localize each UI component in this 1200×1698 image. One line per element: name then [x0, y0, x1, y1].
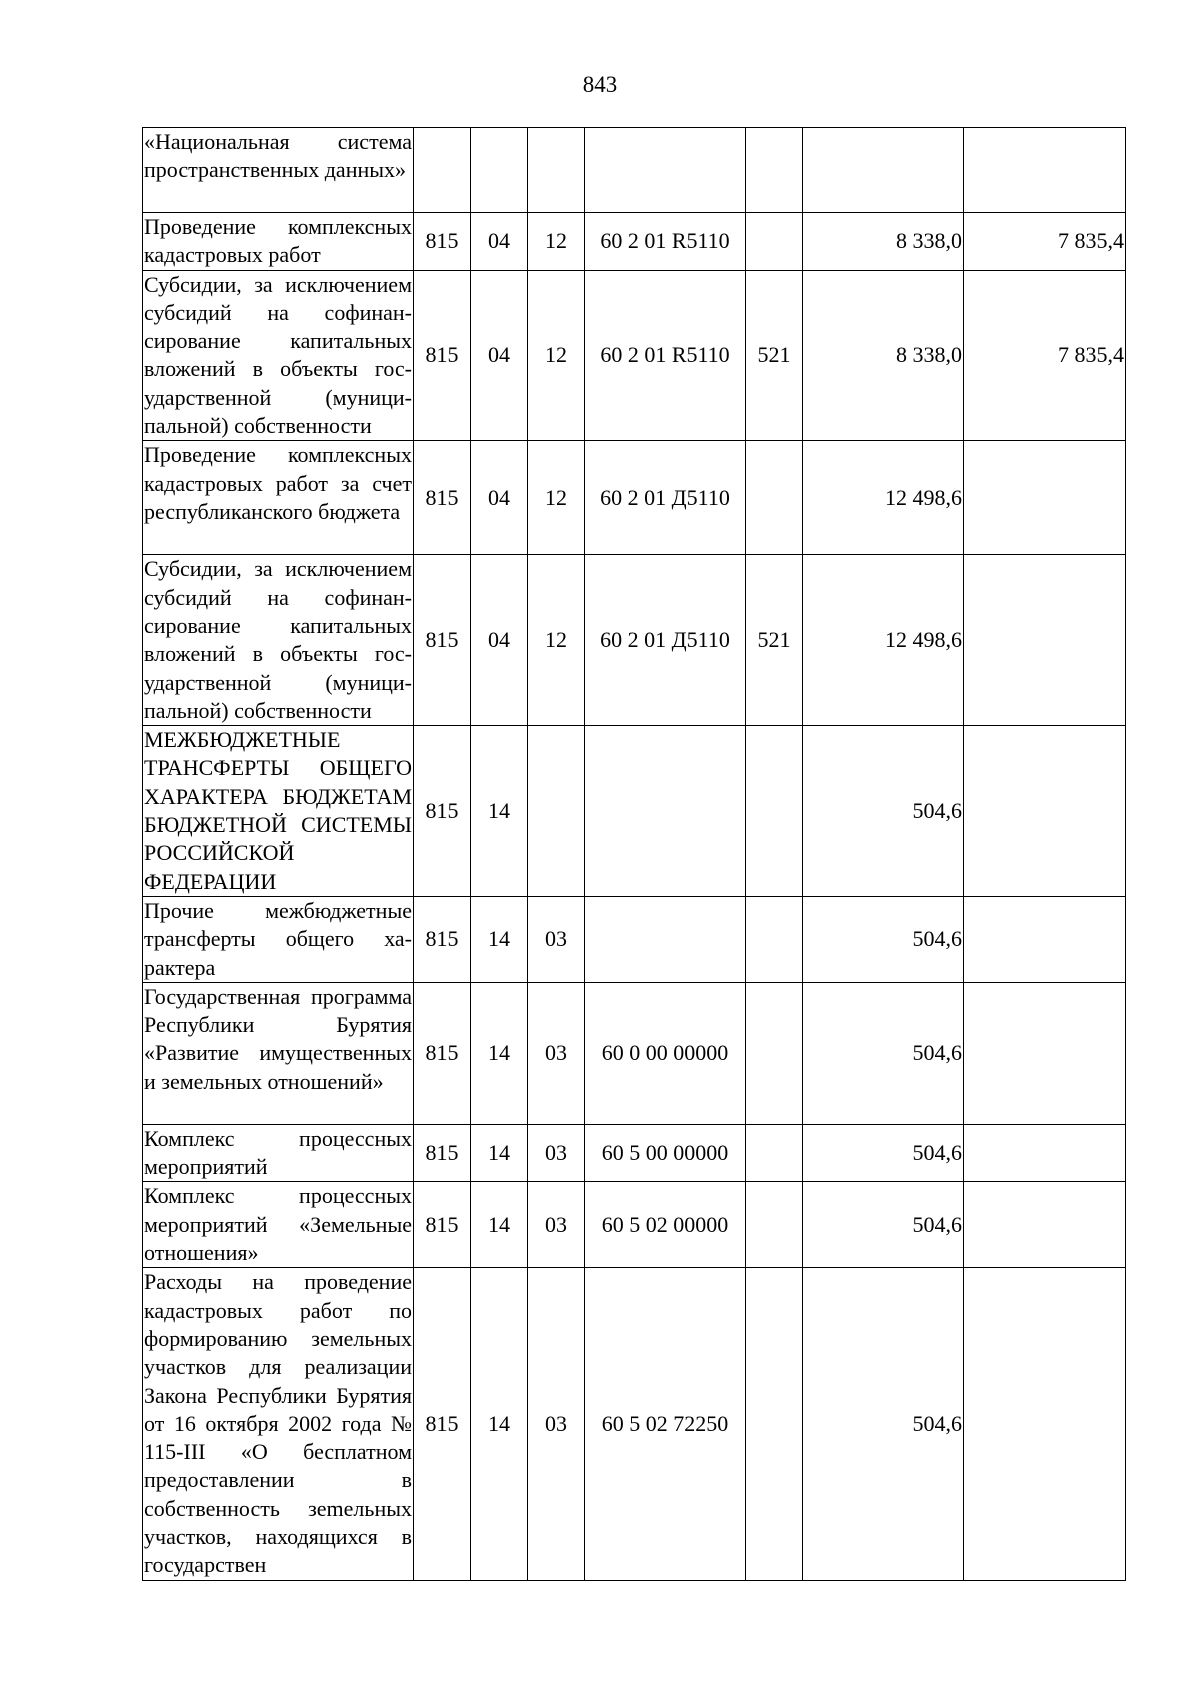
cell-sum-2: 7 835,4	[964, 213, 1126, 271]
row-description: Субсидии, за исключением субсидий на софинансирование капитальных вложений в объекты государственной (муниципальной) собственности	[143, 555, 414, 726]
cell-csr	[585, 896, 746, 982]
cell-csr: 60 0 00 00000	[585, 982, 746, 1124]
cell-vr	[746, 441, 803, 555]
cell-sum-2	[964, 982, 1126, 1124]
row-description: Проведение комплексных кадастровых работ	[143, 213, 414, 271]
cell-glav: 815	[414, 1182, 471, 1268]
cell-glav	[414, 128, 471, 213]
cell-sum-1	[803, 128, 964, 213]
cell-glav: 815	[414, 555, 471, 726]
cell-csr	[585, 128, 746, 213]
cell-csr	[585, 726, 746, 897]
table-row	[143, 1182, 1126, 1268]
cell-sum-1: 8 338,0	[803, 213, 964, 271]
cell-vr: 521	[746, 270, 803, 441]
cell-sum-1: 504,6	[803, 1182, 964, 1268]
cell-glav: 815	[414, 896, 471, 982]
cell-vr	[746, 896, 803, 982]
cell-sum-1: 504,6	[803, 896, 964, 982]
cell-rz: 04	[471, 213, 528, 271]
cell-glav: 815	[414, 1268, 471, 1580]
cell-csr: 60 5 02 72250	[585, 1268, 746, 1580]
table-row	[143, 213, 1126, 271]
cell-vr: 521	[746, 555, 803, 726]
cell-csr: 60 2 01 R5110	[585, 270, 746, 441]
cell-glav: 815	[414, 441, 471, 555]
cell-sum-1: 8 338,0	[803, 270, 964, 441]
table-row	[143, 1268, 1126, 1580]
row-description: Расходы на проведение кадастровых работ по формированию земельных участков для реализации Закона Республики Бурятия от 16 октября 2002 года № 115-III «О бесплатном предоставлении в собственность зеmельных участков, находящихся в государствен	[143, 1268, 414, 1580]
cell-sum-2	[964, 896, 1126, 982]
cell-rz: 14	[471, 896, 528, 982]
cell-rz: 04	[471, 270, 528, 441]
cell-rz: 14	[471, 1182, 528, 1268]
row-description: Государственная программа Республики Бурятия «Развитие имущественных и земельных отношений»	[143, 982, 414, 1124]
cell-glav: 815	[414, 213, 471, 271]
table-row	[143, 982, 1126, 1124]
cell-sum-1: 504,6	[803, 1268, 964, 1580]
cell-rz	[471, 128, 528, 213]
cell-sum-1: 504,6	[803, 1124, 964, 1182]
cell-pr: 03	[528, 1124, 585, 1182]
cell-vr	[746, 1124, 803, 1182]
cell-pr: 03	[528, 1182, 585, 1268]
cell-pr: 03	[528, 1268, 585, 1580]
cell-csr: 60 5 02 00000	[585, 1182, 746, 1268]
row-description: Прочие межбюджетные трансферты общего характера	[143, 896, 414, 982]
page-number: 843	[582, 72, 618, 97]
budget-table	[142, 127, 1126, 1581]
table-row	[143, 726, 1126, 897]
cell-vr	[746, 726, 803, 897]
cell-pr	[528, 128, 585, 213]
cell-rz: 14	[471, 726, 528, 897]
table-row	[143, 270, 1126, 441]
cell-sum-2	[964, 128, 1126, 213]
cell-sum-2	[964, 1124, 1126, 1182]
cell-vr	[746, 1182, 803, 1268]
cell-sum-2	[964, 1268, 1126, 1580]
cell-vr	[746, 213, 803, 271]
row-description: «Национальная система пространственных данных»	[143, 128, 414, 213]
row-description: Субсидии, за исключением субсидий на софинансирование капитальных вложений в объекты государственной (муниципальной) собственности	[143, 270, 414, 441]
cell-sum-2	[964, 555, 1126, 726]
cell-sum-1: 504,6	[803, 726, 964, 897]
cell-pr: 12	[528, 213, 585, 271]
cell-rz: 14	[471, 1268, 528, 1580]
cell-pr: 03	[528, 896, 585, 982]
table-row	[143, 441, 1126, 555]
cell-pr: 03	[528, 982, 585, 1124]
cell-csr: 60 2 01 R5110	[585, 213, 746, 271]
cell-glav: 815	[414, 1124, 471, 1182]
cell-sum-2: 7 835,4	[964, 270, 1126, 441]
cell-rz: 14	[471, 1124, 528, 1182]
row-description: МЕЖБЮДЖЕТНЫЕ ТРАНСФЕРТЫ ОБЩЕГО ХАРАКТЕРА БЮДЖЕТАМ БЮДЖЕТНОЙ СИСТЕМЫ РОССИЙСКОЙ ФЕДЕРАЦИИ	[143, 726, 414, 897]
cell-csr: 60 2 01 Д5110	[585, 555, 746, 726]
row-description: Комплекс процессных мероприятий «Земельные отношения»	[143, 1182, 414, 1268]
cell-vr	[746, 1268, 803, 1580]
table-row	[143, 896, 1126, 982]
cell-sum-1: 504,6	[803, 982, 964, 1124]
cell-glav: 815	[414, 726, 471, 897]
table-row	[143, 128, 1126, 213]
row-description: Проведение комплексных кадастровых работ за счет республиканского бюджета	[143, 441, 414, 555]
cell-sum-2	[964, 726, 1126, 897]
table-row	[143, 1124, 1126, 1182]
cell-rz: 14	[471, 982, 528, 1124]
cell-sum-1: 12 498,6	[803, 555, 964, 726]
cell-sum-2	[964, 441, 1126, 555]
cell-sum-1: 12 498,6	[803, 441, 964, 555]
cell-sum-2	[964, 1182, 1126, 1268]
table-row	[143, 555, 1126, 726]
cell-pr: 12	[528, 555, 585, 726]
cell-pr	[528, 726, 585, 897]
cell-glav: 815	[414, 982, 471, 1124]
cell-vr	[746, 128, 803, 213]
cell-csr: 60 5 00 00000	[585, 1124, 746, 1182]
cell-rz: 04	[471, 555, 528, 726]
row-description: Комплекс процессных мероприятий	[143, 1124, 414, 1182]
cell-pr: 12	[528, 270, 585, 441]
cell-glav: 815	[414, 270, 471, 441]
cell-pr: 12	[528, 441, 585, 555]
cell-vr	[746, 982, 803, 1124]
cell-rz: 04	[471, 441, 528, 555]
cell-csr: 60 2 01 Д5110	[585, 441, 746, 555]
